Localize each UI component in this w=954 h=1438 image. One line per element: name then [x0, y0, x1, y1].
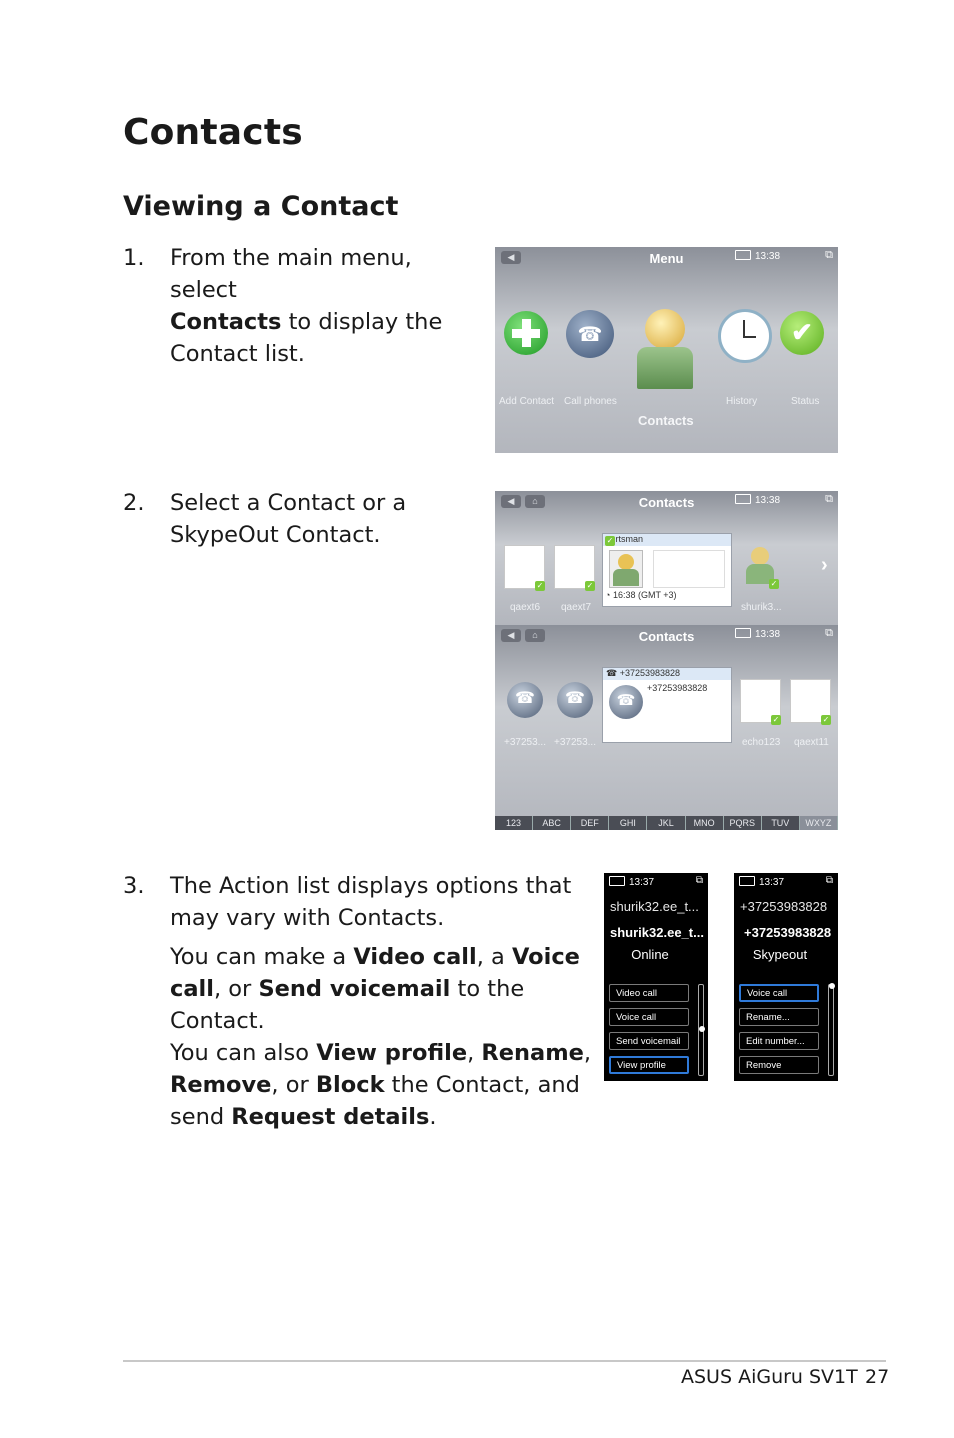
- text-line: Contact list.: [170, 341, 305, 367]
- menu-label-status: Status: [791, 396, 820, 407]
- text-line: You can also View profile, Rename,: [170, 1040, 592, 1066]
- contacts-screenshot-b: [495, 625, 838, 830]
- key-tuv[interactable]: TUV: [762, 816, 800, 830]
- contacts-icon[interactable]: [637, 309, 693, 389]
- back-arrow-icon[interactable]: ◀: [501, 251, 521, 264]
- contacts-screenshot-a: [495, 491, 838, 625]
- text-line: From the main menu, select: [170, 245, 412, 303]
- text-line: send Request details.: [170, 1104, 437, 1130]
- key-123[interactable]: 123: [495, 816, 533, 830]
- page-number: 27: [865, 1366, 890, 1388]
- battery-icon: [735, 628, 751, 638]
- menu-label-contacts: Contacts: [638, 413, 694, 428]
- contact-status: Skypeout: [752, 947, 808, 962]
- contact-name: qaext6: [510, 602, 541, 613]
- action-list-screenshot-a: [604, 873, 708, 1081]
- card-name: +37253983828: [619, 668, 681, 678]
- back-arrow-icon[interactable]: ◀: [501, 629, 521, 642]
- text-line: Select a Contact or a: [170, 490, 407, 516]
- action-video-call[interactable]: Video call: [609, 984, 689, 1002]
- online-check-icon: ✓: [772, 715, 780, 724]
- clock: 13:38: [735, 628, 780, 640]
- text-line: call, or Send voicemail to the Contact.: [170, 976, 525, 1034]
- contact-name: shurik32.ee_t...: [610, 899, 699, 914]
- text-line: Remove, or Block the Contact, and: [170, 1072, 580, 1098]
- network-icon: ⧉: [825, 875, 833, 886]
- add-contact-icon[interactable]: [504, 311, 548, 355]
- action-rename[interactable]: Rename...: [739, 1008, 819, 1026]
- battery-icon: [735, 250, 751, 260]
- home-icon[interactable]: ⌂: [525, 495, 545, 508]
- contact-name: +37253...: [504, 737, 546, 748]
- network-icon: ⧉: [825, 627, 833, 639]
- contact-name-bold: shurik32.ee_t...: [610, 925, 704, 940]
- battery-icon: [739, 876, 755, 886]
- footer-rule: [123, 1360, 886, 1362]
- screen-title: Menu: [649, 251, 684, 266]
- key-jkl[interactable]: JKL: [647, 816, 685, 830]
- key-wxyz[interactable]: WXYZ: [800, 816, 838, 830]
- action-view-profile[interactable]: View profile: [609, 1056, 689, 1074]
- scrollbar-thumb[interactable]: [829, 983, 835, 989]
- contact-name: shurik3...: [741, 602, 782, 613]
- network-icon: ⧉: [695, 875, 703, 886]
- clock: 13:38: [735, 494, 780, 506]
- key-abc[interactable]: ABC: [533, 816, 571, 830]
- menu-screenshot: [495, 247, 838, 453]
- screen-title: Contacts: [638, 629, 695, 644]
- text-line: You can make a Video call, a Voice: [170, 944, 580, 970]
- status-check-icon[interactable]: ✔: [780, 311, 824, 355]
- call-phones-icon[interactable]: ☎: [566, 310, 614, 358]
- scrollbar-thumb[interactable]: [699, 1026, 705, 1032]
- contact-name-bold: +37253983828: [744, 925, 832, 940]
- step-number: 3.: [123, 873, 145, 899]
- online-check-icon: ✓: [606, 536, 614, 545]
- next-arrow-icon[interactable]: ›: [821, 687, 828, 709]
- step-text: [170, 242, 483, 370]
- menu-label-history: History: [726, 396, 758, 407]
- battery-icon: [735, 494, 751, 504]
- avatar: [609, 550, 643, 588]
- network-icon: ⧉: [825, 493, 833, 505]
- step-number: 1.: [123, 245, 145, 271]
- alphabet-keyboard: [495, 816, 838, 830]
- screen-title: Contacts: [638, 495, 695, 510]
- contact-name: +37253...: [554, 737, 596, 748]
- action-remove[interactable]: Remove: [739, 1056, 819, 1074]
- online-check-icon: ✓: [536, 581, 544, 590]
- contact-name: qaext11: [794, 737, 829, 748]
- text-line: The Action list displays options that: [170, 873, 572, 899]
- scrollbar[interactable]: [828, 984, 834, 1076]
- step-number: 2.: [123, 490, 145, 516]
- network-icon: ⧉: [825, 249, 833, 261]
- skypeout-small-icon: ☎: [606, 668, 618, 678]
- key-mno[interactable]: MNO: [686, 816, 724, 830]
- action-send-voicemail[interactable]: Send voicemail: [609, 1032, 689, 1050]
- key-pqrs[interactable]: PQRS: [724, 816, 762, 830]
- next-arrow-icon[interactable]: ›: [821, 554, 828, 576]
- menu-label-call-phones: Call phones: [564, 396, 617, 407]
- contact-name: qaext7: [561, 602, 592, 613]
- battery-icon: [609, 876, 625, 886]
- contact-name: echo123: [742, 737, 781, 748]
- clock: 13:37: [739, 876, 784, 888]
- step-text: [170, 487, 406, 551]
- section-heading: Viewing a Contact: [123, 191, 399, 222]
- skypeout-phone-icon[interactable]: ☎: [507, 682, 543, 718]
- local-time: ◔ 16:38 (GMT +3): [605, 590, 677, 600]
- mood-box: [653, 550, 725, 588]
- selected-contact-card[interactable]: [602, 533, 732, 607]
- selected-contact-card[interactable]: [602, 667, 732, 743]
- back-arrow-icon[interactable]: ◀: [501, 495, 521, 508]
- step-detail: [170, 941, 593, 1133]
- text-line: may vary with Contacts.: [170, 905, 445, 931]
- online-check-icon: ✓: [770, 579, 778, 588]
- step-text: [170, 870, 571, 934]
- action-list-screenshot-b: [734, 873, 838, 1081]
- card-name: rtsman: [615, 534, 644, 544]
- action-voice-call[interactable]: Voice call: [609, 1008, 689, 1026]
- contact-status: Online: [631, 947, 669, 962]
- home-icon[interactable]: ⌂: [525, 629, 545, 642]
- text-line: SkypeOut Contact.: [170, 522, 381, 548]
- clock: 13:37: [609, 876, 654, 888]
- skypeout-phone-icon: ☎: [609, 685, 643, 719]
- footer-product: ASUS AiGuru SV1T: [681, 1366, 858, 1388]
- online-check-icon: ✓: [822, 715, 830, 724]
- key-def[interactable]: DEF: [571, 816, 609, 830]
- page-title: Contacts: [123, 112, 303, 153]
- clock: 13:38: [735, 250, 780, 262]
- card-number: +37253983828: [647, 683, 708, 693]
- text-line: Contacts to display the: [170, 309, 443, 335]
- key-ghi[interactable]: GHI: [609, 816, 647, 830]
- skypeout-phone-icon[interactable]: ☎: [557, 682, 593, 718]
- action-edit-number[interactable]: Edit number...: [739, 1032, 819, 1050]
- contact-name: +37253983828: [740, 899, 828, 914]
- menu-label-add-contact: Add Contact: [499, 396, 555, 407]
- history-clock-icon[interactable]: [718, 309, 772, 363]
- online-check-icon: ✓: [586, 581, 594, 590]
- action-voice-call[interactable]: Voice call: [739, 984, 819, 1002]
